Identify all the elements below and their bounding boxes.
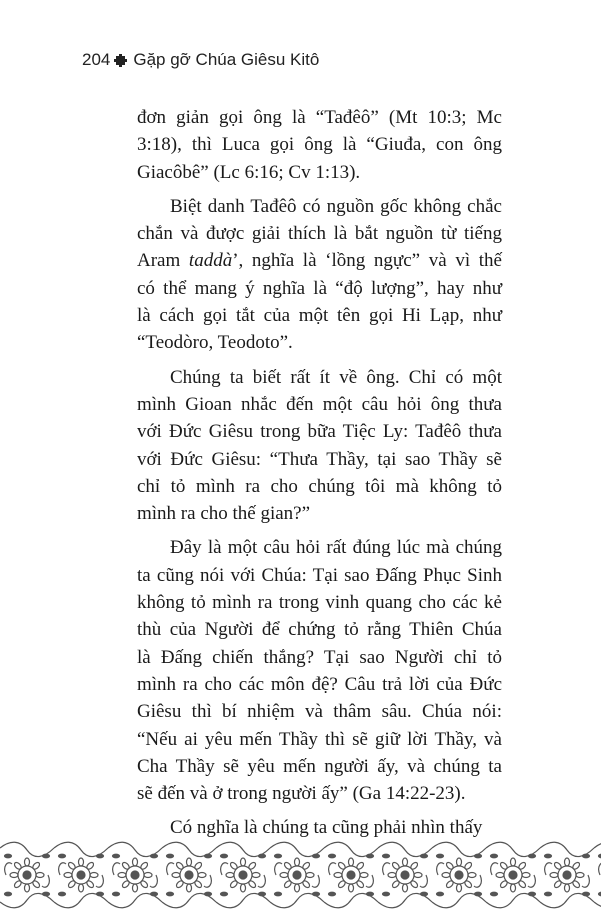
text-line: “Teodòro, Teodoto”. [137,332,293,354]
text-line: không tỏ mình ra trong vinh quang cho các kẻ [137,592,502,614]
text-line: mình ra cho các môn đệ? Câu trả lời của Đức [137,673,502,695]
floral-border-graphic [0,838,601,913]
body-text [137,104,502,849]
text-line: chỉ tỏ mình ra cho chúng tôi mà không tỏ [137,475,502,497]
text-line: Aram taddà’, nghĩa là ‘lồng ngực” và vì thế [137,250,502,272]
text-line: chắn và được giải thích là bắt nguồn từ tiếng [137,223,502,245]
text-line: có thể mang ý nghĩa là “độ lượng”, hay như [137,277,502,299]
text-line: là Đấng chiến thắng? Tại sao Người chỉ tỏ [137,646,502,668]
text-line: Có nghĩa là chúng ta cũng phải nhìn thấy [170,817,483,839]
text-line: Chúng ta biết rất ít về ông. Chỉ có một [170,366,502,388]
paragraph [137,193,502,357]
text-line: mình ra cho thế gian?” [137,503,311,525]
text-line: mình Gioan nhắc đến một câu hỏi ông thưa [137,393,502,415]
text-line: Giacôbê” (Lc 6:16; Cv 1:13). [137,161,361,183]
paragraph [137,534,502,807]
paragraph [137,104,502,186]
text-line: ta cũng nói với Chúa: Tại sao Đấng Phục Sinh [137,564,502,586]
book-title: Gặp gỡ Chúa Giêsu Kitô [133,50,320,69]
text-line: thù của Người để chứng tỏ rằng Thiên Chúa [137,619,502,641]
text-line: Đây là một câu hỏi rất đúng lúc mà chúng [170,537,502,559]
text-line: với Đức Giêsu: “Thưa Thầy, tại sao Thầy sẽ [137,448,502,470]
text-line: sẽ đến và ở trong người ấy” (Ga 14:22-23). [137,783,466,805]
paragraph [137,364,502,528]
text-line: với Đức Giêsu trong bữa Tiệc Ly: Tađêô thưa [137,421,502,443]
text-line: Cha Thầy sẽ yêu mến người ấy, và chúng ta [137,755,502,777]
floral-border-icon [0,838,601,913]
running-header [82,50,319,70]
cross-icon [114,54,127,67]
text-line: Giêsu thì bí nhiệm và thâm sâu. Chúa nói: [137,701,502,723]
text-line: Biệt danh Tađêô có nguồn gốc không chắc [170,195,502,217]
text-line: 3:18), thì Luca gọi ông là “Giuđa, con ông [137,134,502,156]
page-number: 204 [82,50,111,69]
text-line: là cách gọi tắt của một tên gọi Hi Lạp, như [137,305,502,327]
text-line: “Nếu ai yêu mến Thầy thì sẽ giữ lời Thầy, và [137,728,502,750]
text-line: đơn giản gọi ông là “Tađêô” (Mt 10:3; Mc [137,107,502,128]
